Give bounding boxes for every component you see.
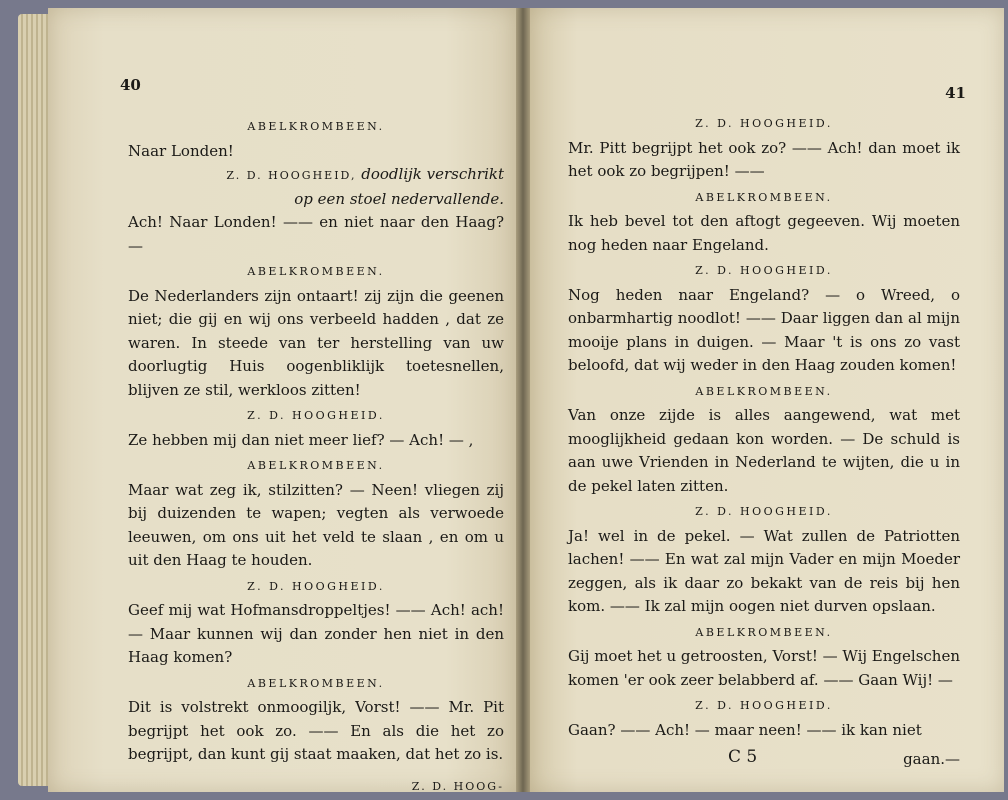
dialogue-line: Gaan? —— Ach! — maar neen! —— ik kan niet (568, 720, 922, 739)
speaker-heading: ABELKROMBEEN. (695, 384, 833, 398)
left-page-text (128, 113, 504, 798)
catchword: gaan.— (903, 750, 960, 768)
page-number-left: 40 (120, 76, 141, 94)
speaker-heading: Z. D. HOOGHEID. (695, 505, 833, 518)
speaker-heading: Z. D. HOOGHEID. (247, 579, 385, 593)
speaker-heading: Z. D. HOOGHEID, (226, 169, 357, 182)
dialogue-line: Dit is volstrekt onmoogiljk, Vorst! —— Mr. Pit begrijpt het ook zo. —— En als die het zo begrijpt, dan kunt gij staat maaken, dat het zo is. (128, 698, 504, 763)
signature-mark: C 5 (728, 747, 758, 767)
speaker-heading: ABELKROMBEEN. (247, 459, 385, 472)
book-gutter (516, 8, 530, 792)
stage-direction: op een stoel nedervallende. (294, 189, 504, 208)
speaker-heading: Z. D. HOOGHEID. (695, 264, 833, 277)
dialogue-line: Ik heb bevel tot den aftogt gegeeven. Wij moeten nog heden naar Engeland. (568, 212, 960, 254)
stage-direction-block (128, 163, 504, 188)
left-page (48, 8, 516, 792)
speaker-heading: ABELKROMBEEN. (247, 676, 385, 690)
dialogue-line: Ach! Naar Londen! —— en niet naar den Haag? — (128, 213, 504, 255)
catchword: Z. D. HOOG- (411, 779, 504, 793)
dialogue-line: De Nederlanders zijn ontaart! zij zijn die geenen niet; die gij en wij ons verbeeld hadden , dat ze waren. In steede van ter herstelling van uw doorlugtig Huis oogenbliklijk toetesnellen, blijven ze stil, werkloos zitten! (128, 286, 504, 399)
page-number-right: 41 (945, 84, 966, 102)
speaker-heading: Z. D. HOOGHEID. (695, 699, 833, 712)
speaker-heading: ABELKROMBEEN. (695, 625, 833, 639)
dialogue-line: Gij moet het u getroosten, Vorst! — Wij Engelschen komen 'er ook zeer belabberd af. —— Gaan Wij! — (568, 647, 960, 689)
dialogue-line: Naar Londen! (128, 141, 234, 160)
page-footer (568, 746, 960, 770)
speaker-heading: ABELKROMBEEN. (247, 120, 385, 133)
right-page (530, 8, 1004, 792)
speaker-heading: Z. D. HOOGHEID. (247, 409, 385, 422)
speaker-heading: Z. D. HOOGHEID. (695, 117, 833, 130)
dialogue-line: Ja! wel in de pekel. — Wat zullen de Patriotten lachen! —— En wat zal mijn Vader en mijn Moeder zeggen, als ik daar zo bekakt van de reis bij hen kom. —— Ik zal mijn oogen niet durven opslaan. (568, 526, 960, 615)
right-page-text (568, 110, 960, 770)
dialogue-line: Ze hebben mij dan niet meer lief? — Ach! — , (128, 430, 474, 449)
dialogue-line: Geef mij wat Hofmansdroppeltjes! —— Ach! ach! — Maar kunnen wij dan zonder hen niet in den Haag komen? (128, 601, 504, 666)
dialogue-line: Nog heden naar Engeland? — o Wreed, o onbarmhartig noodlot! —— Daar liggen dan al mijn mooije plans in duigen. — Maar 't is ons zo vast beloofd, dat wij weder in den Haag zouden komen! (568, 285, 960, 374)
dialogue-line: Maar wat zeg ik, stilzitten? — Neen! vliegen zij bij duizenden te wapen; vegten als verwoede leeuwen, om ons uit het veld te slaan , en om u uit den Haag te houden. (128, 480, 504, 569)
speaker-heading: ABELKROMBEEN. (695, 190, 833, 204)
dialogue-line: Mr. Pitt begrijpt het ook zo? —— Ach! dan moet ik het ook zo begrijpen! —— (568, 138, 960, 180)
dialogue-line: Van onze zijde is alles aangewend, wat met mooglijkheid gedaan kon worden. — De schuld is aan uwe Vrienden in Nederland te wijten, die u in de pekel laten zitten. (568, 406, 960, 495)
speaker-heading: ABELKROMBEEN. (247, 265, 385, 278)
stage-direction: doodlijk verschrikt (361, 165, 504, 183)
